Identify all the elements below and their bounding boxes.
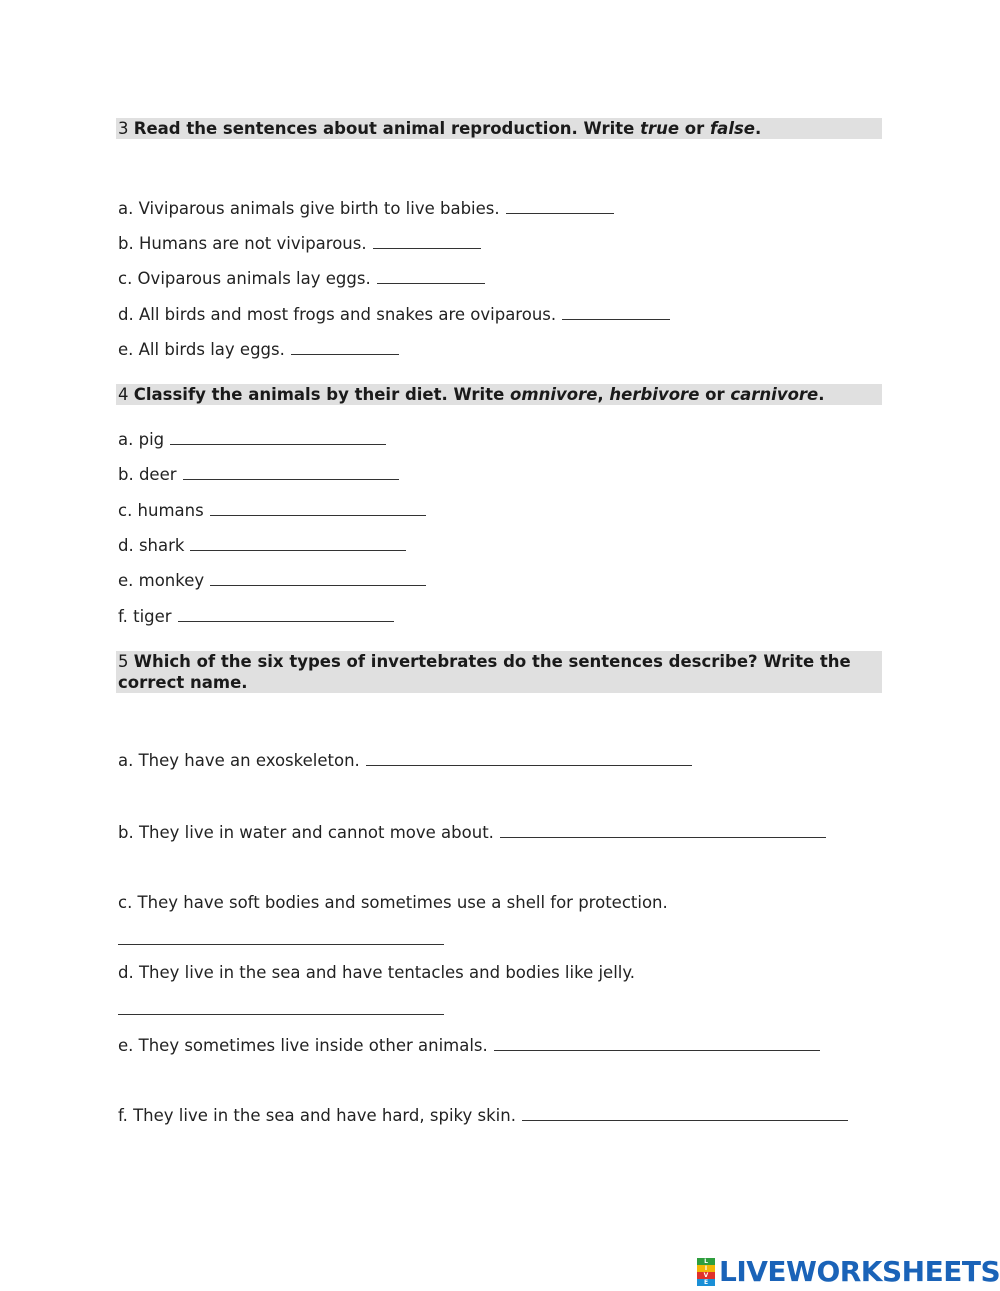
section-3-heading-part: or [679,119,710,138]
question-text: c. Oviparous animals lay eggs. [118,269,371,288]
question-4e [118,569,426,592]
question-text: e. monkey [118,571,205,590]
question-text: a. Viviparous animals give birth to live babies. [118,199,500,218]
question-5f [118,1104,848,1127]
section-5-heading-text: Which of the six types of invertebrates do the sentences describe? Write the [133,652,851,671]
section-4-heading-part: . [818,385,825,404]
answer-blank[interactable] [190,534,406,551]
question-3e [118,338,399,361]
section-5-heading-line [118,651,882,672]
section-5-heading [116,651,882,693]
section-3-number: 3 [118,119,129,138]
logo-text: LIVEWORKSHEETS [719,1255,1000,1288]
answer-blank[interactable] [291,338,399,355]
question-5c-answer-line [118,928,444,951]
answer-blank[interactable] [494,1034,820,1051]
section-4-number: 4 [118,385,129,404]
answer-blank[interactable] [500,821,826,838]
section-5-heading-line: correct name. [118,673,248,692]
logo-mark-letter: I [697,1265,715,1272]
answer-blank[interactable] [366,749,692,766]
question-3a [118,197,614,220]
question-text: a. pig [118,430,165,449]
answer-blank[interactable] [562,303,670,320]
logo-mark-letter: L [697,1258,715,1265]
question-5b [118,821,826,844]
question-text: d. shark [118,536,185,555]
question-3d [118,303,670,326]
question-text: f. They live in the sea and have hard, spiky skin. [118,1106,516,1125]
section-4-heading [116,384,882,405]
question-4a [118,428,386,451]
question-text: f. tiger [118,607,172,626]
section-4-heading-part: , [597,385,610,404]
question-text: c. They have soft bodies and sometimes use a shell for protection. [118,893,668,912]
answer-blank[interactable] [118,928,444,945]
answer-blank[interactable] [373,232,481,249]
question-text: a. They have an exoskeleton. [118,751,360,770]
section-4-heading-part: Classify the animals by their diet. Write [133,385,511,404]
section-3-heading-part: Read the sentences about animal reproduction. Write [133,119,641,138]
answer-blank[interactable] [178,605,394,622]
question-3b [118,232,481,255]
section-3-heading-part: true [640,119,680,138]
logo-mark-letter: E [697,1279,715,1286]
answer-blank[interactable] [506,197,614,214]
question-4b [118,463,399,486]
section-3-heading-part: . [754,119,762,138]
liveworksheets-logo-icon [697,1258,715,1286]
question-5c [118,892,668,914]
answer-blank[interactable] [170,428,386,445]
section-4-heading-part: carnivore [730,385,819,404]
section-4-heading-part: herbivore [609,385,700,404]
question-text: e. All birds lay eggs. [118,340,285,359]
question-5a [118,749,692,772]
liveworksheets-logo [697,1255,1000,1289]
question-text: d. They live in the sea and have tentacles and bodies like jelly. [118,963,636,982]
section-4-heading-part: omnivore [510,385,598,404]
section-3-heading [116,118,882,139]
answer-blank[interactable] [377,267,485,284]
question-5d [118,962,635,984]
question-4d [118,534,406,557]
question-4f [118,605,394,628]
question-text: b. Humans are not viviparous. [118,234,367,253]
question-4c [118,499,426,522]
question-5d-answer-line [118,998,444,1021]
answer-blank[interactable] [118,998,444,1015]
question-text: b. deer [118,465,177,484]
answer-blank[interactable] [210,569,426,586]
section-3-heading-part: false [710,119,755,138]
question-text: e. They sometimes live inside other animals. [118,1036,488,1055]
question-text: c. humans [118,501,204,520]
answer-blank[interactable] [210,499,426,516]
question-text: d. All birds and most frogs and snakes are oviparous. [118,305,557,324]
question-3c [118,267,485,290]
section-4-heading-part: or [699,385,731,404]
question-text: b. They live in water and cannot move about. [118,823,494,842]
answer-blank[interactable] [183,463,399,480]
answer-blank[interactable] [522,1104,848,1121]
question-5e [118,1034,820,1057]
logo-mark-letter: V [697,1272,715,1279]
section-5-number: 5 [118,652,129,671]
